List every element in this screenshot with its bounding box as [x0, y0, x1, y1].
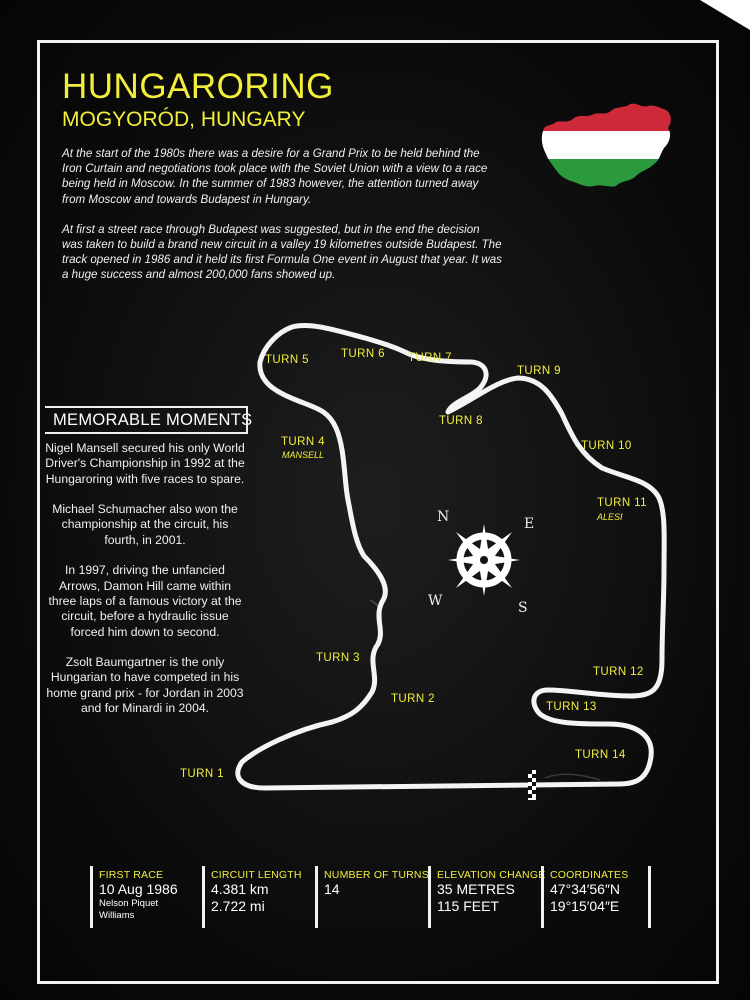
- page-subtitle: MOGYORÓD, HUNGARY: [62, 108, 306, 131]
- intro-paragraph: At first a street race through Budapest was suggested, but in the end the decision was taken to build a brand new circuit in a valley 19 kilometres outside Budapest. The track opened in 1986 and it held its first Formula One event in August that year. It was a huge success and almost 200,000 fans showed up.: [62, 222, 502, 282]
- turn-4-label: TURN 4: [281, 436, 325, 448]
- turn-14-label: TURN 14: [575, 749, 626, 761]
- page-title: HUNGARORING: [62, 67, 334, 106]
- turn-8-label: TURN 8: [439, 415, 483, 427]
- stat-label: COORDINATES: [550, 869, 629, 881]
- stat-elevation-change: [428, 866, 545, 928]
- turn-1-label: TURN 1: [180, 768, 224, 780]
- stat-circuit-length: [202, 866, 302, 928]
- turn-5-label: TURN 5: [265, 354, 309, 366]
- compass-rose-icon: [448, 524, 520, 596]
- moment-paragraph: Zsolt Baumgartner is the only Hungarian to have competed in his home grand prix - for Jordan in 2003 and for Minardi in 2004.: [46, 655, 244, 716]
- moment-paragraph: In 1997, driving the unfancied Arrows, Damon Hill came within three laps of a famous victory at the circuit, before a hydraulic issue forced him down to second.: [48, 563, 242, 639]
- compass-west-label: W: [428, 593, 443, 609]
- turn-2-label: TURN 2: [391, 693, 435, 705]
- moment-paragraph: Nigel Mansell secured his only World Driver's Championship in 1992 at the Hungaroring with five races to spare.: [45, 441, 245, 486]
- stat-label: ELEVATION CHANGE: [437, 869, 546, 881]
- stat-team: Williams: [99, 910, 135, 921]
- stats-bar: [90, 866, 660, 928]
- memorable-moments-title: MEMORABLE MOMENTS: [53, 411, 253, 429]
- turn-9-label: TURN 9: [517, 365, 561, 377]
- stat-number-of-turns: [315, 866, 429, 928]
- stat-label: CIRCUIT LENGTH: [211, 869, 302, 881]
- stat-value: 35 METRES: [437, 881, 515, 897]
- turn-3-label: TURN 3: [316, 652, 360, 664]
- compass-south-label: S: [518, 600, 528, 616]
- stat-first-race: [90, 866, 178, 928]
- stat-coordinates: [541, 866, 628, 928]
- stats-end-divider: [648, 866, 651, 928]
- compass-north-label: N: [437, 509, 450, 525]
- turn-13-label: TURN 13: [546, 701, 597, 713]
- turn-4-note: MANSELL: [282, 450, 325, 460]
- stat-value: 47°34′56″N: [550, 881, 621, 897]
- start-finish-line: [528, 770, 536, 800]
- compass-east-label: E: [524, 516, 535, 532]
- stat-driver: Nelson Piquet: [99, 898, 159, 909]
- stat-label: FIRST RACE: [99, 869, 164, 881]
- stat-value: 10 Aug 1986: [99, 881, 178, 897]
- turn-6-label: TURN 6: [341, 348, 385, 360]
- stat-value: 115 FEET: [437, 898, 499, 914]
- turn-11-note: ALESI: [597, 512, 623, 522]
- turn-10-label: TURN 10: [581, 440, 632, 452]
- pit-lane: [545, 774, 600, 780]
- stat-value: 19°15′04″E: [550, 898, 620, 914]
- intro-paragraph: At the start of the 1980s there was a desire for a Grand Prix to be held behind the Iron Curtain and negotiations took place with the Soviet Union with a view to a race being held in Moscow. In the summer of 1983 however, the attention turned away from Moscow and towards Budapest in Hungary.: [62, 147, 488, 206]
- stat-value: 2.722 mi: [211, 898, 265, 914]
- turn-11-label: TURN 11: [597, 497, 647, 509]
- stat-value: 4.381 km: [211, 881, 269, 897]
- moment-paragraph: Michael Schumacher also won the championship at the circuit, his fourth, in 2001.: [52, 502, 238, 547]
- track-outline: [238, 325, 664, 788]
- stat-label: NUMBER OF TURNS: [324, 869, 429, 881]
- stat-value: 14: [324, 881, 340, 897]
- turn-7-label: TURN 7: [408, 352, 452, 364]
- turn-12-label: TURN 12: [593, 666, 644, 678]
